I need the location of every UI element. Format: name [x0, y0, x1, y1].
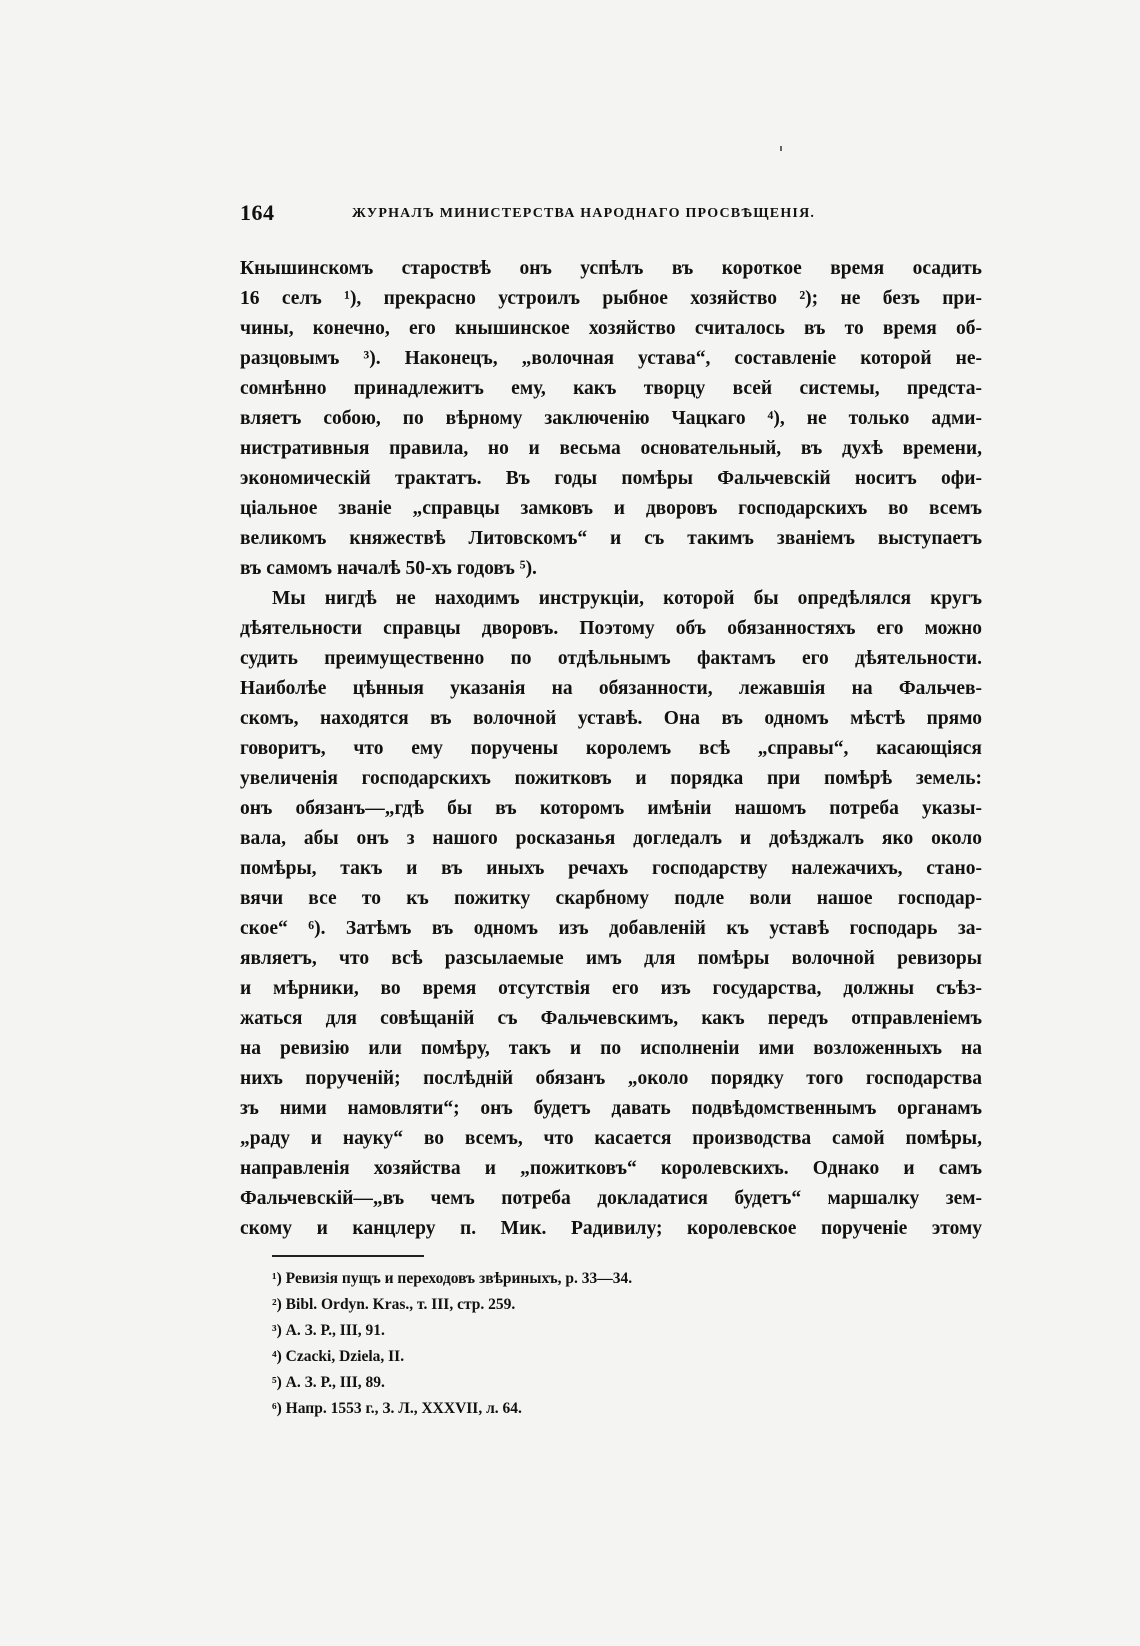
text-line: являетъ, что всѣ разсылаемые имъ для помѣры волочной ревизоры — [240, 948, 982, 969]
text-line: скому и канцлеру п. Мик. Радивилу; королевское порученіе этому — [240, 1218, 982, 1239]
text-line: судить преимущественно по отдѣльнымъ фактамъ его дѣятельности. — [240, 648, 982, 669]
text-line: зъ ними намовляти“; онъ будетъ давать подвѣдомственнымъ органамъ — [240, 1098, 982, 1119]
text-line: „раду и науку“ во всемъ, что касается производства самой помѣры, — [240, 1128, 982, 1149]
text-line: дѣятельности справцы дворовъ. Поэтому объ обязанностяхъ его можно — [240, 618, 982, 639]
text-line: Кнышинскомъ староствѣ онъ успѣлъ въ короткое время осадить — [240, 258, 982, 279]
footnote: ⁴) Czacki, Dziela, II. — [272, 1348, 405, 1365]
text-line: великомъ княжествѣ Литовскомъ“ и съ такимъ званіемъ выступаетъ — [240, 528, 982, 549]
footnote: ³) А. З. Р., III, 91. — [272, 1322, 385, 1339]
footnote: ⁶) Напр. 1553 г., З. Л., XXXVII, л. 64. — [272, 1400, 522, 1417]
text-line: вала, абы онъ з нашого росказанья догледалъ и доѣзджалъ яко около — [240, 828, 982, 849]
running-title: ЖУРНАЛЪ МИНИСТЕРСТВА НАРОДНАГО ПРОСВѢЩЕНІЯ. — [352, 206, 816, 221]
body-text — [240, 254, 982, 1244]
footnote: ⁵) А. З. Р., III, 89. — [272, 1374, 385, 1391]
text-line: въ самомъ началѣ 50-хъ годовъ ⁵). — [240, 558, 537, 579]
text-line: вляетъ собою, по вѣрному заключенію Чацкаго ⁴), не только адми- — [240, 408, 982, 429]
text-line: Фальчевскій—„въ чемъ потреба докладатися будетъ“ маршалку зем- — [240, 1188, 982, 1209]
page-number: 164 — [240, 200, 275, 225]
scan-mark — [780, 146, 782, 151]
text-line: Наиболѣе цѣнныя указанія на обязанности, лежавшія на Фальчев- — [240, 678, 982, 699]
text-line: нистративныя правила, но и весьма основательный, въ духѣ времени, — [240, 438, 982, 459]
text-line: увеличенія господарскихъ пожитковъ и порядка при помѣрѣ земель: — [240, 768, 982, 789]
footnote: ²) Bibl. Ordyn. Kras., т. III, стр. 259. — [272, 1296, 516, 1313]
text-line: сомнѣнно принадлежитъ ему, какъ творцу всей системы, предста- — [240, 378, 982, 399]
text-line: направленія хозяйства и „пожитковъ“ королевскихъ. Однако и самъ — [240, 1158, 982, 1179]
text-line: ское“ ⁶). Затѣмъ въ одномъ изъ добавленій къ уставѣ господарь за- — [240, 918, 982, 939]
text-line: 16 селъ ¹), прекрасно устроилъ рыбное хозяйство ²); не безъ при- — [240, 288, 982, 309]
text-line: жаться для совѣщаній съ Фальчевскимъ, какъ передъ отправленіемъ — [240, 1008, 982, 1029]
text-line: Мы нигдѣ не находимъ инструкціи, которой бы опредѣлялся кругъ — [272, 588, 982, 609]
text-line: вячи все то къ пожитку скарбному подле воли нашое господар- — [240, 888, 982, 909]
footnote-rule — [272, 1255, 424, 1257]
text-line: онъ обязанъ—„гдѣ бы въ которомъ имѣніи нашомъ потреба указы- — [240, 798, 982, 819]
text-line: и мѣрники, во время отсутствія его изъ государства, должны съѣз- — [240, 978, 982, 999]
text-line: на ревизію или помѣру, такъ и по исполненіи ими возложенныхъ на — [240, 1038, 982, 1059]
text-line: экономическій трактатъ. Въ годы помѣры Фальчевскій носитъ офи- — [240, 468, 982, 489]
text-line: помѣры, такъ и въ иныхъ речахъ господарству належачихъ, стано- — [240, 858, 982, 879]
page-header — [240, 200, 980, 230]
text-line: нихъ порученій; послѣдній обязанъ „около порядку того господарства — [240, 1068, 982, 1089]
footnote: ¹) Ревизія пущъ и переходовъ звѣриныхъ, р. 33—34. — [272, 1270, 633, 1287]
text-line: говоритъ, что ему поручены королемъ всѣ „справы“, касающіяся — [240, 738, 982, 759]
text-line: чины, конечно, его кнышинское хозяйство считалось въ то время об- — [240, 318, 982, 339]
text-line: скомъ, находятся въ волочной уставѣ. Она въ одномъ мѣстѣ прямо — [240, 708, 982, 729]
text-line: разцовымъ ³). Наконецъ, „волочная устава“, составленіе которой не- — [240, 348, 982, 369]
footnotes — [272, 1266, 872, 1422]
text-line: ціальное званіе „справцы замковъ и дворовъ господарскихъ во всемъ — [240, 498, 982, 519]
